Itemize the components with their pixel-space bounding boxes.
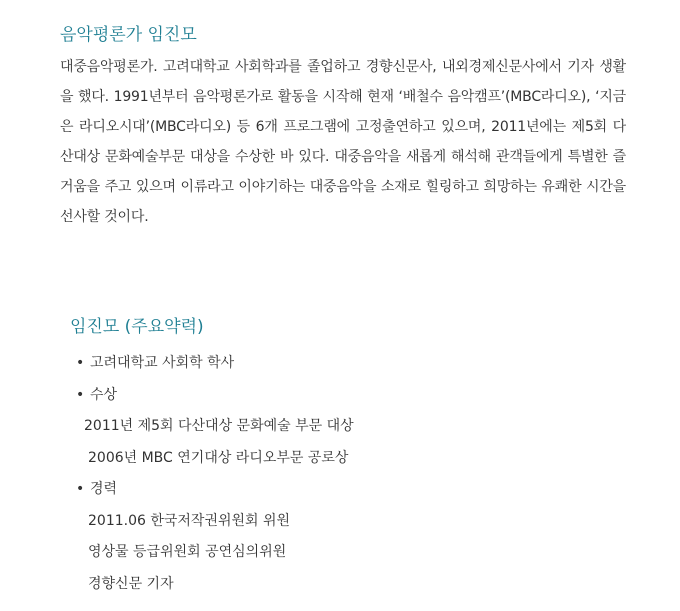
career-title: 임진모 (주요약력) <box>70 317 204 337</box>
bullet-icon: • <box>76 386 85 403</box>
career-section <box>70 316 630 600</box>
bullet-icon: • <box>76 481 85 497</box>
intro-title: 음악평론가 임진모 <box>60 25 197 45</box>
bio-paragraph: 대중음악평론가. 고려대학교 사회학과를 졸업하고 경향신문사, 내외경제신문사에서 기자 생활을 했다. 1991년부터 음악평론가로 활동을 시작해 현재 ‘배철수 음악캠프’(MBC라디오), ‘지금은 라디오시대’(MBC라디오) 등 6개 프로그램에 고정출연하고 있으며, 2011년에는 제5회 다산대상 문화예술부문 대상을 수상한 바 있다. 대중음악을 새롭게 해석해 관객들에게 특별한 즐거움을 주고 있으며 이류라고 이야기하는 대중음악을 소재로 힐링하고 희망하는 유쾌한 시간을 선사할 것이다. <box>60 59 626 225</box>
experience-item: 영상물 등급위원회 공연심의위원 <box>88 544 287 560</box>
award-item: 2006년 MBC 연기대상 라디오부문 공로상 <box>88 449 349 466</box>
awards-heading: 수상 <box>90 386 118 403</box>
experience-item: 2011.06 한국저작권위원회 위원 <box>88 512 291 529</box>
list-item-experience-heading <box>70 474 630 506</box>
intro-section <box>60 24 626 232</box>
list-item-education <box>70 348 630 380</box>
education-text: 고려대학교 사회학 학사 <box>90 355 235 371</box>
experience-heading: 경력 <box>90 481 118 497</box>
list-item-awards-heading <box>70 380 630 412</box>
experience-item: 경향신문 기자 <box>88 575 174 592</box>
bullet-icon: • <box>76 355 85 371</box>
career-list <box>70 348 630 600</box>
award-item: 2011년 제5회 다산대상 문화예술 부문 대상 <box>84 418 354 434</box>
